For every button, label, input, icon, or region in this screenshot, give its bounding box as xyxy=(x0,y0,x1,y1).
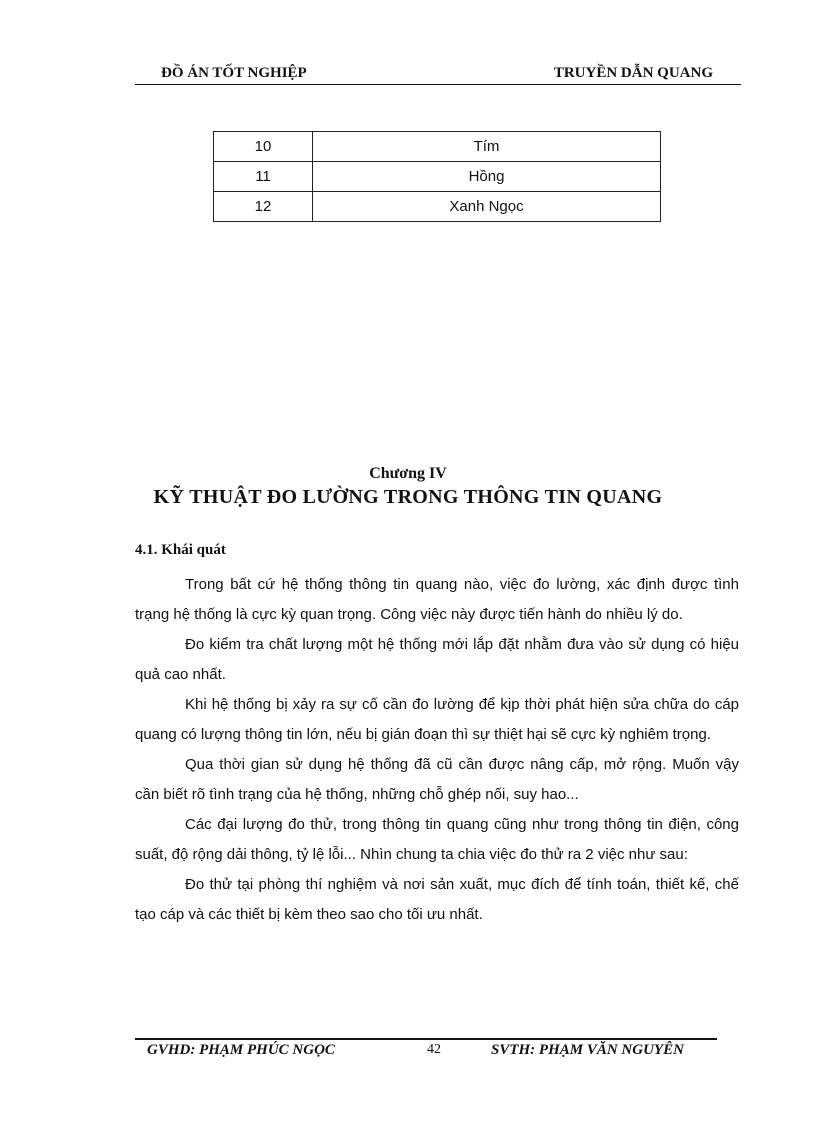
header-right-title: TRUYỀN DẪN QUANG xyxy=(553,65,713,81)
table-cell-number: 10 xyxy=(214,132,313,162)
table-row xyxy=(214,192,661,222)
paragraph: Các đại lượng đo thử, trong thông tin quang cũng như trong thông tin điện, công suất, độ rộng dải thông, tỷ lệ lỗi... Nhìn chung ta chia việc đo thử ra 2 việc như sau: xyxy=(135,816,739,863)
table-cell-number: 11 xyxy=(214,162,313,192)
footer-advisor: GVHD: PHẠM PHÚC NGỌC xyxy=(147,1042,335,1058)
paragraph: Qua thời gian sử dụng hệ thống đã cũ cần được nâng cấp, mở rộng. Muốn vậy cần biết rõ tình trạng của hệ thống, những chỗ ghép nối, suy hao... xyxy=(135,756,739,803)
paragraph: Trong bất cứ hệ thống thông tin quang nào, việc đo lường, xác định được tình trạng hệ thống là cực kỳ quan trọng. Công việc này được tiến hành do nhiều lý do. xyxy=(135,576,739,623)
paragraph: Đo thử tại phòng thí nghiệm và nơi sản xuất, mục đích để tính toán, thiết kế, chế tạo cáp và các thiết bị kèm theo sao cho tối ưu nhất. xyxy=(135,876,739,923)
section-body xyxy=(135,570,739,930)
paragraph: Khi hệ thống bị xảy ra sự cố cần đo lường để kịp thời phát hiện sửa chữa do cáp quang có lượng thông tin lớn, nếu bị gián đoạn thì sự thiệt hại sẽ cực kỳ nghiêm trọng. xyxy=(135,696,739,743)
footer-divider xyxy=(135,1038,717,1040)
page-footer xyxy=(135,1042,735,1062)
header-left-title: ĐỒ ÁN TỐT NGHIỆP xyxy=(161,65,307,81)
page-header xyxy=(135,62,741,85)
table-cell-number: 12 xyxy=(214,192,313,222)
section-heading: 4.1. Khái quát xyxy=(135,542,226,558)
table-cell-color: Tím xyxy=(313,132,661,162)
table-cell-color: Xanh Ngọc xyxy=(313,192,661,222)
table-cell-color: Hồng xyxy=(313,162,661,192)
chapter-label: Chương IV xyxy=(369,465,447,482)
footer-student: SVTH: PHẠM VĂN NGUYÊN xyxy=(491,1042,684,1058)
chapter-title: KỸ THUẬT ĐO LƯỜNG TRONG THÔNG TIN QUANG xyxy=(153,486,663,508)
color-code-table xyxy=(213,131,661,222)
paragraph: Đo kiểm tra chất lượng một hệ thống mới lắp đặt nhằm đưa vào sử dụng có hiệu quả cao nhất. xyxy=(135,636,739,683)
table-row xyxy=(214,162,661,192)
table-row xyxy=(214,132,661,162)
page-number: 42 xyxy=(427,1042,441,1057)
